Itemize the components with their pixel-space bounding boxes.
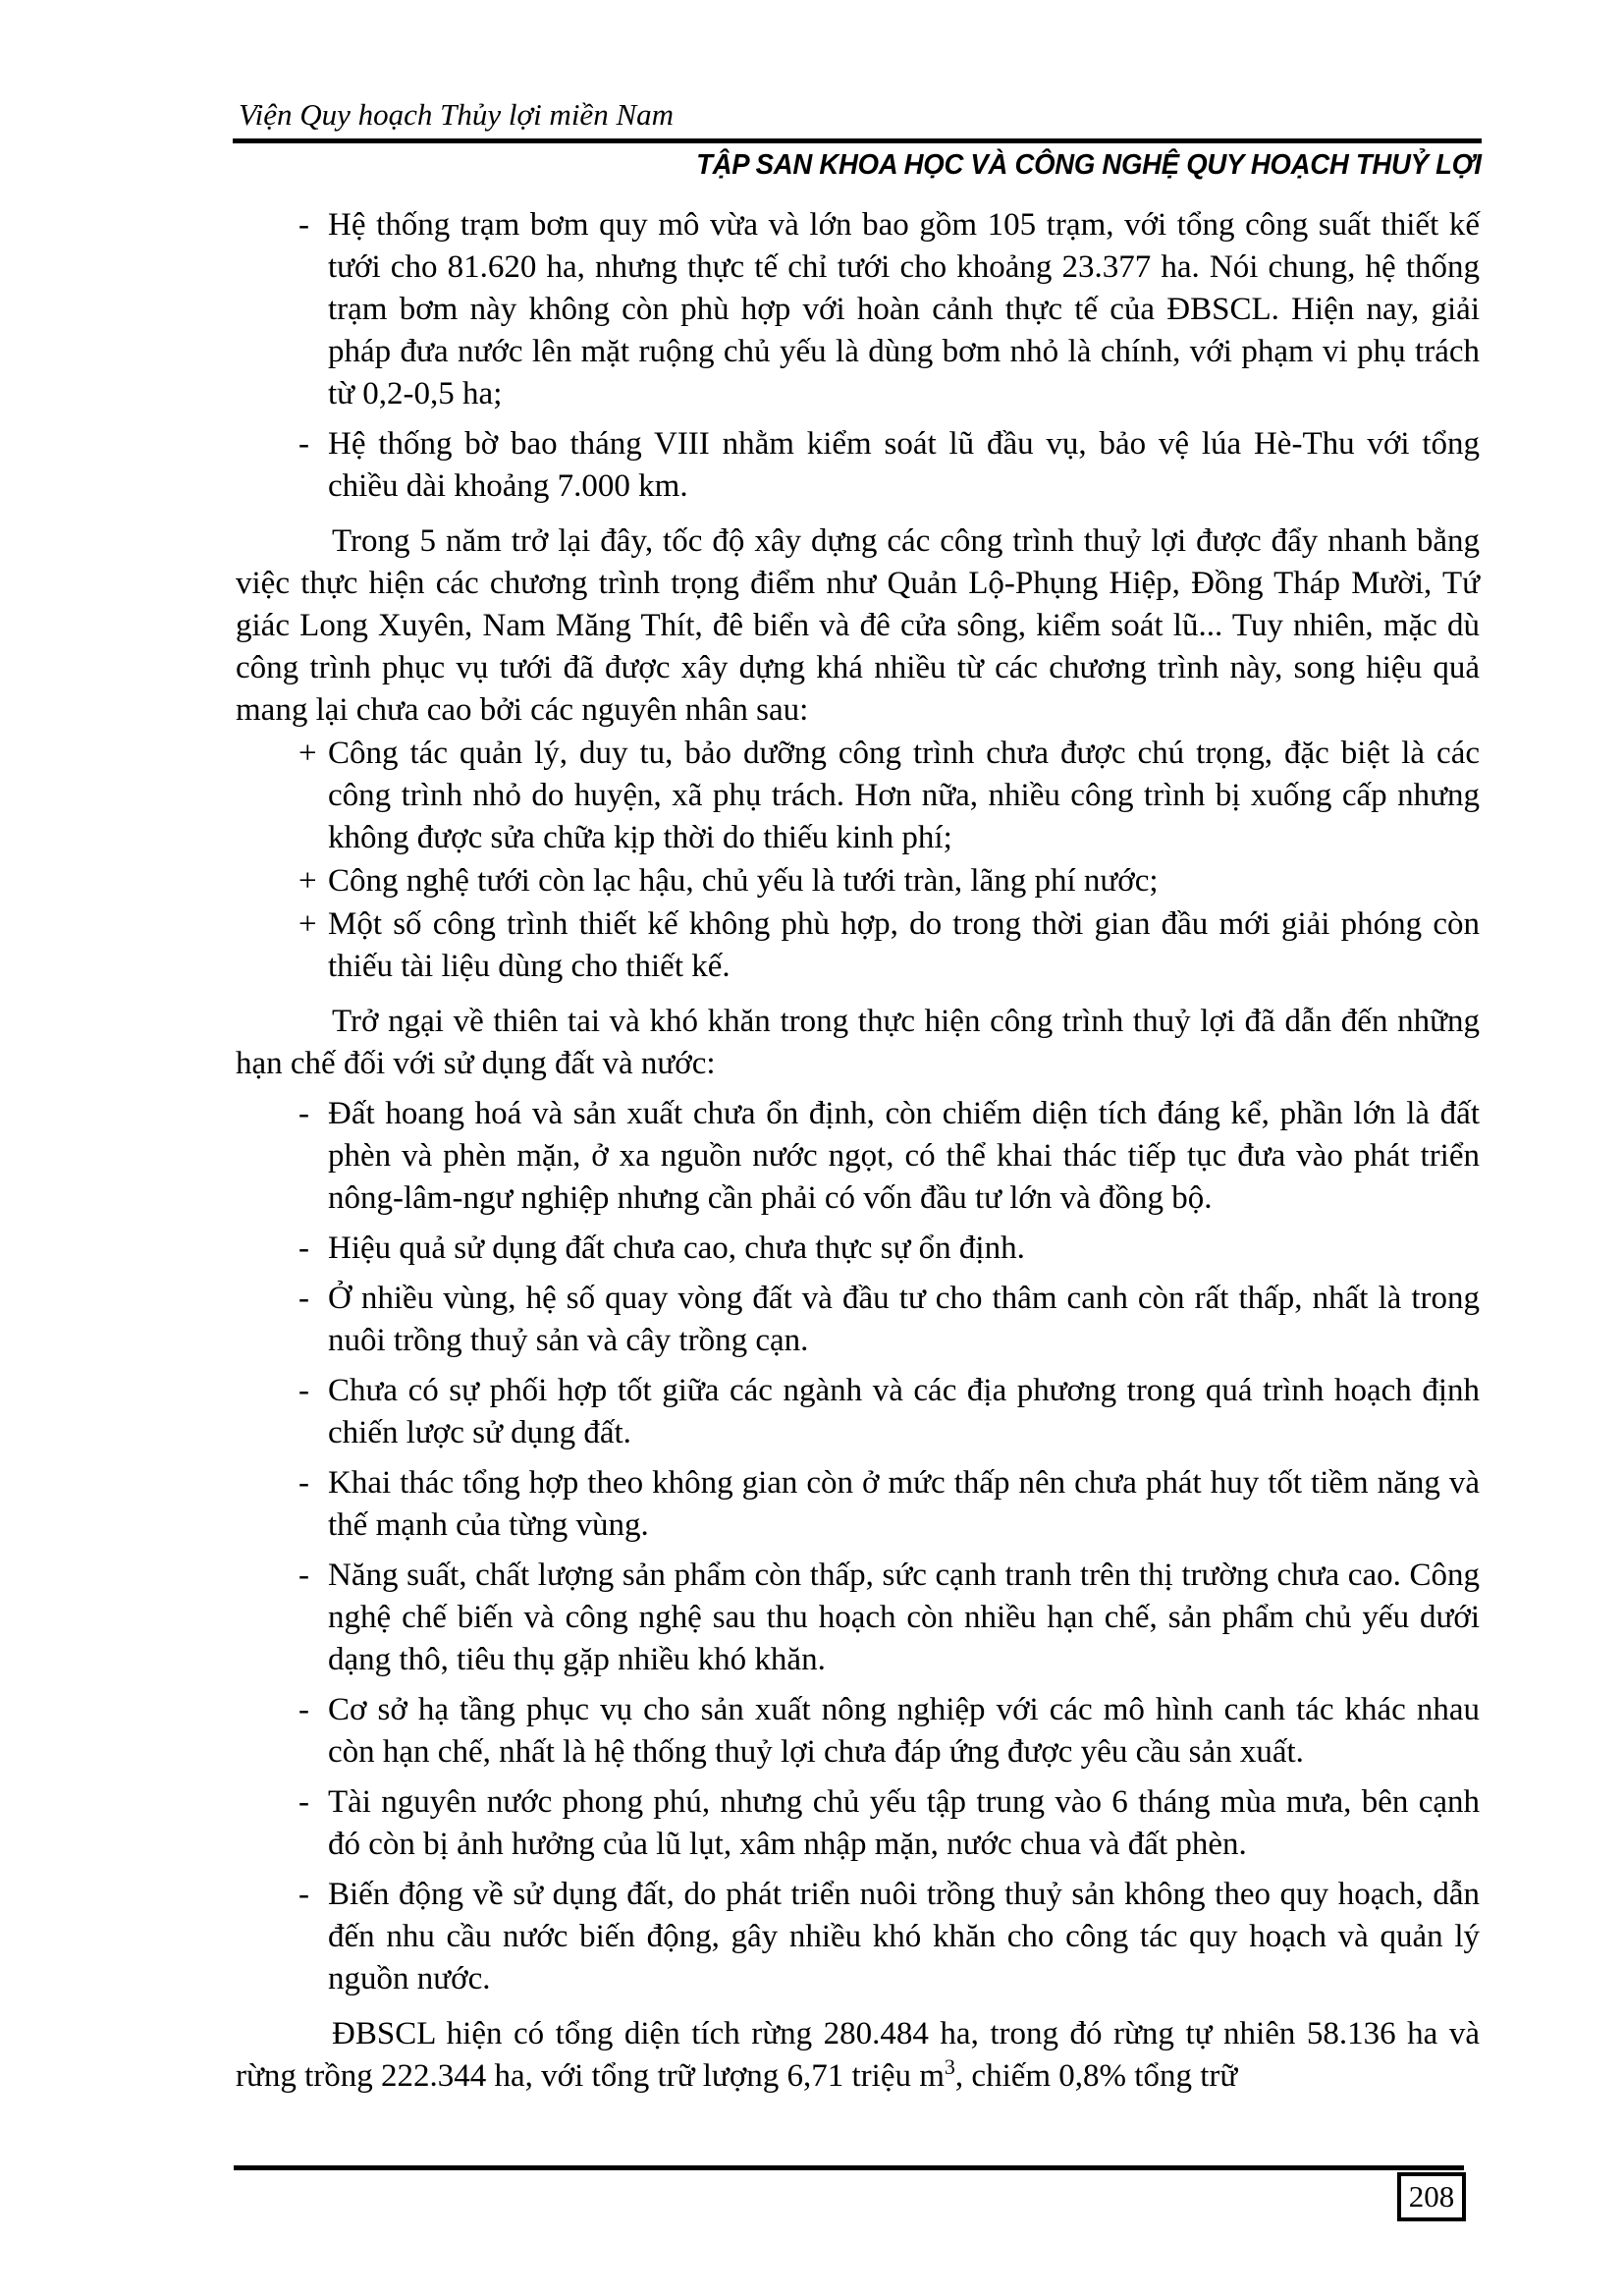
bullet-text: Đất hoang hoá và sản xuất chưa ổn định, còn chiếm diện tích đáng kể, phần lớn là đất phèn và phèn mặn, ở xa nguồn nước ngọt, có thể khai thác tiếp tục đưa vào phát triển nông-lâm-ngư nghiệp nhưng cần phải có vốn đầu tư lớn và đồng bộ. [328, 1096, 1480, 1216]
paragraph-text: , chiếm 0,8% tổng trữ [954, 2058, 1238, 2094]
bullet-item [236, 1781, 1480, 1866]
bullet-marker: - [298, 1230, 309, 1266]
bullet-text: Khai thác tổng hợp theo không gian còn ở mức thấp nên chưa phát huy tốt tiềm năng và thế mạnh của từng vùng. [328, 1465, 1480, 1543]
bullet-marker: - [298, 1465, 309, 1501]
paragraph [236, 1001, 1480, 1085]
bullet-text: Tài nguyên nước phong phú, nhưng chủ yếu tập trung vào 6 tháng mùa mưa, bên cạnh đó còn bị ảnh hưởng của lũ lụt, xâm nhập mặn, nước chua và đất phèn. [328, 1784, 1480, 1862]
bullet-item [236, 1689, 1480, 1774]
paragraph-text: Trong 5 năm trở lại đây, tốc độ xây dựng các công trình thuỷ lợi được đẩy nhanh bằng việc thực hiện các chương trình trọng điểm như Quản Lộ-Phụng Hiệp, Đồng Tháp Mười, Tứ giác Long Xuyên, Nam Măng Thít, đê biển và đê cửa sông, kiểm soát lũ... Tuy nhiên, mặc dù công trình phục vụ tưới đã được xây dựng khá nhiều từ các chương trình này, song hiệu quả mang lại chưa cao bởi các nguyên nhân sau: [236, 523, 1480, 728]
plus-item [236, 733, 1480, 859]
plus-text: Công tác quản lý, duy tu, bảo dưỡng công trình chưa được chú trọng, đặc biệt là các công trình nhỏ do huyện, xã phụ trách. Hơn nữa, nhiều công trình bị xuống cấp nhưng không được sửa chữa kịp thời do thiếu kinh phí; [328, 736, 1480, 855]
bullet-item [236, 1555, 1480, 1681]
bullet-item [236, 1228, 1480, 1270]
bullet-item [236, 1093, 1480, 1220]
bullet-item [236, 1462, 1480, 1547]
paragraph-text: Trở ngại về thiên tai và khó khăn trong thực hiện công trình thuỷ lợi đã dẫn đến những hạn chế đối với sử dụng đất và nước: [236, 1004, 1480, 1081]
bullet-text: Hệ thống trạm bơm quy mô vừa và lớn bao gồm 105 trạm, với tổng công suất thiết kế tưới cho 81.620 ha, nhưng thực tế chỉ tưới cho khoảng 23.377 ha. Nói chung, hệ thống trạm bơm này không còn phù hợp với hoàn cảnh thực tế của ĐBSCL. Hiện nay, giải pháp đưa nước lên mặt ruộng chủ yếu là dùng bơm nhỏ là chính, với phạm vi phụ trách từ 0,2-0,5 ha; [328, 207, 1480, 411]
bullet-marker: - [298, 1692, 309, 1727]
bullet-marker: - [298, 1877, 309, 1912]
bullet-marker: - [298, 207, 309, 243]
paragraph [236, 520, 1480, 732]
bullet-item [236, 423, 1480, 508]
bullet-text: Hiệu quả sử dụng đất chưa cao, chưa thực sự ổn định. [328, 1230, 1025, 1266]
bullet-marker: - [298, 426, 309, 462]
bullet-marker: - [298, 1558, 309, 1593]
bullet-text: Cơ sở hạ tầng phục vụ cho sản xuất nông nghiệp với các mô hình canh tác khác nhau còn hạn chế, nhất là hệ thống thuỷ lợi chưa đáp ứng được yêu cầu sản xuất. [328, 1692, 1480, 1770]
plus-item [236, 903, 1480, 988]
plus-marker: + [298, 736, 317, 771]
plus-item [236, 860, 1480, 902]
bullet-text: Chưa có sự phối hợp tốt giữa các ngành và các địa phương trong quá trình hoạch định chiến lược sử dụng đất. [328, 1373, 1480, 1450]
bullet-marker: - [298, 1784, 309, 1820]
superscript: 3 [944, 2054, 955, 2079]
document-body [236, 204, 1480, 2098]
bullet-item [236, 1874, 1480, 2000]
bullet-item [236, 1370, 1480, 1454]
plus-text: Công nghệ tưới còn lạc hậu, chủ yếu là tưới tràn, lãng phí nước; [328, 863, 1159, 899]
page-number-box [1397, 2172, 1466, 2221]
bullet-marker: - [298, 1096, 309, 1131]
institute-name: Viện Quy hoạch Thủy lợi miền Nam [239, 97, 675, 132]
bullet-text: Hệ thống bờ bao tháng VIII nhằm kiểm soát lũ đầu vụ, bảo vệ lúa Hè-Thu với tổng chiều dài khoảng 7.000 km. [328, 426, 1480, 504]
bullet-text: Biến động về sử dụng đất, do phát triển nuôi trồng thuỷ sản không theo quy hoạch, dẫn đến nhu cầu nước biến động, gây nhiều khó khăn cho công tác quy hoạch và quản lý nguồn nước. [328, 1877, 1480, 1996]
bullet-text: Ở nhiều vùng, hệ số quay vòng đất và đầu tư cho thâm canh còn rất thấp, nhất là trong nuôi trồng thuỷ sản và cây trồng cạn. [328, 1281, 1480, 1358]
bullet-text: Năng suất, chất lượng sản phẩm còn thấp, sức cạnh tranh trên thị trường chưa cao. Công nghệ chế biến và công nghệ sau thu hoạch còn nhiều hạn chế, sản phẩm chủ yếu dưới dạng thô, tiêu thụ gặp nhiều khó khăn. [328, 1558, 1480, 1677]
plus-marker: + [298, 863, 317, 899]
bullet-marker: - [298, 1373, 309, 1408]
bullet-marker: - [298, 1281, 309, 1316]
paragraph-text: ĐBSCL hiện có tổng diện tích rừng 280.484 ha, trong đó rừng tự nhiên 58.136 ha và rừng trồng 222.344 ha, với tổng trữ lượng 6,71 triệu m [236, 2016, 1480, 2094]
bullet-item [236, 1278, 1480, 1362]
header-rule [233, 138, 1482, 143]
page-number: 208 [1408, 2179, 1455, 2214]
plus-text: Một số công trình thiết kế không phù hợp, do trong thời gian đầu mới giải phóng còn thiếu tài liệu dùng cho thiết kế. [328, 906, 1480, 984]
footer-rule [234, 2165, 1464, 2170]
bullet-item [236, 204, 1480, 415]
paragraph-with-superscript [236, 2013, 1480, 2098]
plus-marker: + [298, 906, 317, 942]
journal-title: TẬP SAN KHOA HỌC VÀ CÔNG NGHỆ QUY HOẠCH THUỶ LỢI [696, 149, 1482, 181]
